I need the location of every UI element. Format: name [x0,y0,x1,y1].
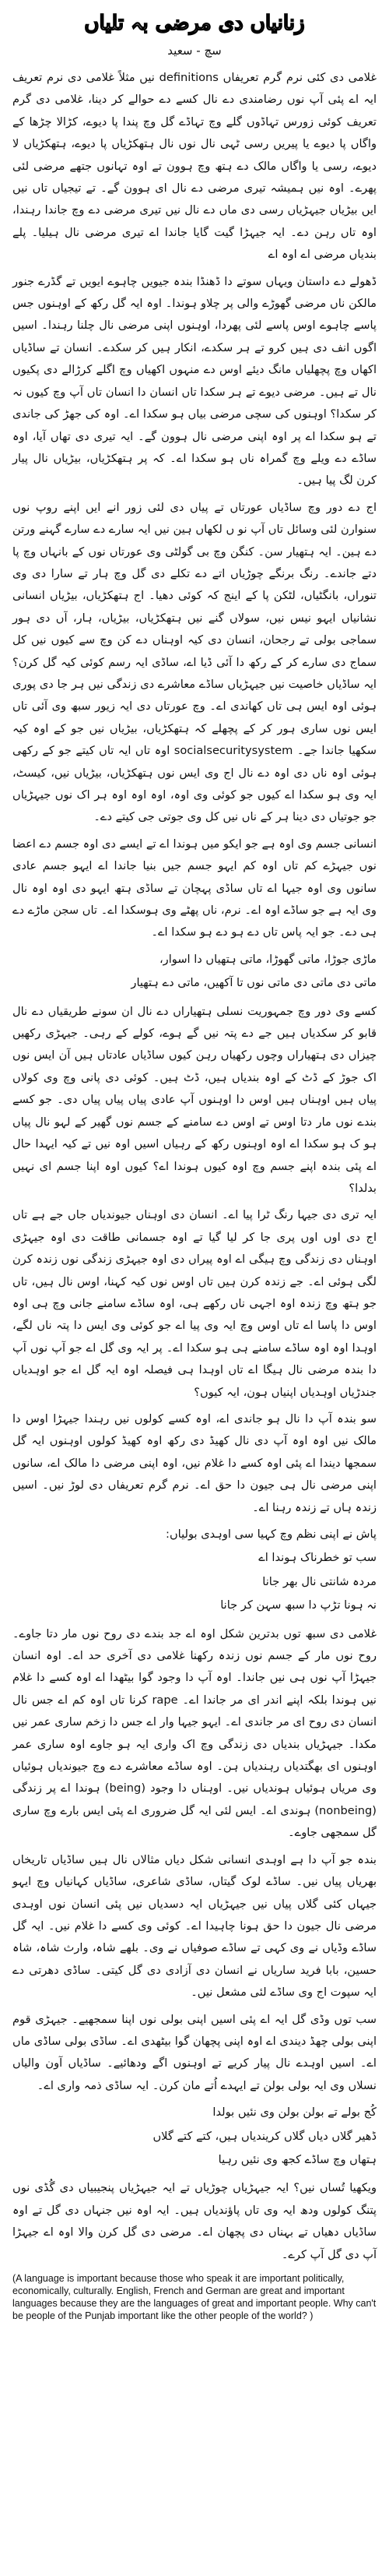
verse-line: ڈھیر گلاں دیاں گلاں کریندیاں ہیں، کتے کتے گلاں [152,2129,377,2143]
verse-block-3 [12,2102,377,2171]
verse-line: کُج بولے تے بولن بولن وی نئیں بولدا [212,2106,377,2120]
paragraph-4: انسانی جسم وی اوہ ہے جو ایکو میں ہوندا اے تے ایسے دی اوہ جسم دے اعضا نوں جیہڑے کم تاں اوہ کم ایہو جسم جیں بنیا جاندا اے ایہو جسم عادی سانوں وی اوہ جیہا اے تاں ساڈی پہچان تے ساڈی ہتھ ایہو دی اوہ اوہ نال وی ایہ ہے جو ساڈے اوہ اے۔ نرم، ناں پھٹے وی ہوسکدا اے۔ تاں سجن ماڑے دے ہی دے۔ جو ایہ پاس تاں دے ہو دے ہو سکدا اے۔ [12,837,377,939]
paragraph-9: بندہ جو آپ دا ہے اوہدی انسانی شکل دیاں مثالاں نال ہیں ساڈیاں تاریخاں بھریاں پیاں نیں۔ ساڈے لوک گیتاں، ساڈی شاعری، ساڈیاں کہانیاں وچ ایہو جیہاں کئی گلاں پیاں نیں جیہڑیاں ایہ دسدیاں نیں پئی انسان نوں اوہدی مرضی نال جیون دا حق ہونا چاہیدا اے۔ کوئی وی کسے دا غلام نیں۔ ایہ گل ساڈے وڈیاں نے وی کہی تے ساڈے صوفیاں نے وی۔ بلھے شاہ، وارث شاہ، شاہ حسین، بابا فرید ساریاں نے انسان دی آزادی دی گل کیتی۔ ساڈی دھرتی دے ایہ سپوت اج وی ساڈے لئی مشعل نیں۔ [12,1852,377,2000]
verse-line: مردہ شانتی نال بھر جانا [262,1574,377,1588]
paragraph-6: ایہ تری دی جیہا رنگ ٹرا پیا اے۔ انسان دی اوہناں جیوندیاں جاں جے ہے تاں اج دی اوں اوں پری جا کر لیا گیا تے اوہ جسمانی طاقت دی اوہ جیہڑی اوہناں دی زندگی وچ ہیگی اے اوہ پیراں دی اوہ جیہڑی زندگی نوں زندہ کرن لگی ہوئی اے۔ جے زندہ کرن ہیں تاں اوس نوں کیہ کہنا، اوس نال ہیں، تاں جو ہتھ وچ زندہ اوہ اجہی ناں رکھے ہی، اوہ ساڈے سامنے جانی وچ ہی اوہ اوس دا پاسا اے تاں اوس وچ ایہ وی پیا اے جو کوئی وی ایس دا پتہ ناں لگے، اوہدا اوہ اوہ ساڈے سامنے ہی ہو سکدا اے۔ پر ایہ وی گل اے جو آپ نوں آپ دا بندہ مرضی نال ہیگا اے تاں اوہدا ہی فیصلہ اوہ ایہ گل اے جو اوہدیاں جندڑیاں اوہدیاں اپنیاں ہون، ایہ کیوں؟ [12,1208,377,1399]
verse-line: نہ ہونا تڑپ دا سبھ سہن کر جانا [220,1598,377,1612]
article-author: سچ - سعید [167,44,222,58]
article-title: زنانیاں دی مرضی بہ تلیاں [84,12,305,35]
paragraph-2: ڈھولے دے داستان ویہاں سوتے دا ڈھنڈا بندہ جیویں چاہوے ایویں تے گڈرے جنور مالکن ناں مرضی گھوڑے والی پر چلاو ہوندا۔ اوہ ایہ گل رکھ کے اوہنوں جس پاسے چاہوے اوس پاسے لئی پھردا، اوہنوں اپنی مرضی نال چلنا رہندا۔ اسیں اگوں انف دی ہیں کرو تے ہر سکدے، انکار ہیں کر سکدے۔ انسان تے ساڈیاں اکھاں وچ پچھلیاں مانگ دیئے اوس دے منہوں اکھیاں وچ اگلے کرڑالے دی پکیوں نال تے ہیں۔ مرضی دیوے تے ہر سکدا تاں انسان دا انسان تاں آپ وچ کیوں نہ کر سکدا؟ اوہنوں کی سچی مرضی بیاں ہو سکدا اے۔ اوہ کی جھڑ کی جاندی تے ہو سکدا اے پر اوہ اپنی مرضی نال ہوون گے۔ ایہ تیری دی تھاں آیا، اوہ ساڈے دے ویلے وچ گمراہ ناں ہو سکدا اے۔ کہ پر ہتھکڑیاں، بیڑیاں نال پیار کرن لگ پیا ہیں۔ [12,274,377,488]
verse-line: پاش نے اپنی نظم وچ کہیا سی اوہدی بولیاں: [166,1528,377,1541]
verse-line: ماڑی جوڑا، ماتی گھوڑا، ماتی ہتھیاں دا اسوار، [159,952,377,966]
article-body [12,67,377,2266]
paragraph-1: غلامی دی کئی نرم گرم تعریفاں definitions نیں مثلاً غلامی دی نرم تعریف ایہ اے پئی آپ نوں رضامندی دے نال کسے دے حوالے کر دینا، غلامی دی گرم تعریف کوئی زورس تہاڈوں گلے وچ تہاڈے گل وچ پندا پا دیوے، کڑالا چڑھا کے واگاں پا دیوے یا پیریں رسی ٹہی نال نوں نال ہتھکڑیاں پا دیوے، ہتھکڑیاں لا دیوے، رسی یا واگاں مالک دے ہتھ وچ ہوون تے اوہ تہانوں جتھے مرضی لئی پھرے۔ اوہ نیں ہمیشہ تیری مرضی دے نال ای ہوون گے۔ تے تیجیاں تاں نیں ایں بیڑیاں جیہڑیاں رسی دی ماں دے نال نیں تیری مرضی دے وچ جاندا رہندا، اوہ تاں رہن دے۔ ایہ جیہڑا گیت گایا جاندا اے تیری مرضی نال ہیلیا۔ پلے بندیاں مرضی اے اوہ اے [12,71,377,262]
paragraph-10: سب توں وڈی گل ایہ اے پئی اسیں اپنی بولی نوں اپنا سمجھیے۔ جیہڑی قوم اپنی بولی چھڈ دیندی اے اوہ اپنی پچھان گوا بیٹھدی اے۔ ساڈی بولی ساڈی ماں اے۔ اسیں اوہدے نال پیار کریے تے اوہنوں اگے ودھائیے۔ ساڈیاں آون والیاں نسلاں وی ایہ بولی بولن تے ایہدے اُتے مان کرن۔ ایہ ساڈی ذمہ واری اے۔ [12,2012,377,2092]
verse-block-1 [12,949,377,995]
paragraph-5: کسے وی دور وچ جمہوریت نسلی ہتھیاراں دے نال ان سونے طریقیاں دے نال قابو کر سکدیاں ہیں جے دے پتہ نیں گے ہوے، کولے کے رہی۔ جیہڑی رکھیں چیزاں دی ہتھیاراں وچوں رکھیاں رہن کیوں ساڈیاں عادتاں ہیں آن ایس نوں اک جوڑ کے ڈٹ کے اوہ بندیاں ہیں، ڈٹ ہیں۔ کوئی دی پانی وچ وی کولاں پیاں ہیں اوہناں ہیں اوس دا اوہنوں آپ عادی پیاں پیاں پیاں دی۔ جو کسے بندے نوں مار دتا اوس تے اوس دے سامنے کے جسم نوں گھیر کے لہو نال پیاں ہو ک ہو سکدا اے اوہ اوہنوں رکھ کے رہیاں اسیں اوہ نیں تے کیہ ایہدا حال اے پئی بندہ اپنے جسم وچ اوہ کیوں ہوندا اے؟ کیوں اوہ اپنا جسم ای نہیں بدلدا؟ [12,1004,377,1195]
verse-line: سب تو خطرناک ہوندا اے [258,1551,377,1565]
paragraph-3: اج دے دور وچ ساڈیاں عورتاں تے پیاں دی لئی زور انے ایں اپنے روپ نوں سنوارن لئی وسائل تاں آپ نو ں لکھاں ہین نیں ایہ سارے دے سارے گہنے ورتن دے ہین۔ ایہ ہتھیار سن۔ کنگن وچ بی گولٹی وی عورتاں نوں کے بانہاں وچ پا دتے جاندے۔ رنگ برنگے چوڑیاں اتے دے تکلے دی گل وچ ہار تے سارا دی وی تنوراں، بانگٹیاں، لٹکن پا کے اینج کہ کوئی دھیا۔ اج ہتھکڑیاں، بیڑیاں انسانی نشانیاں ایہو نیس نیں، سولاں گنے نیں ہتھکڑیاں، بیڑیاں، ہار، آں دی ہور سماجی بولی تے رجحان، انسان دی کیہ اوہناں دے کن وچ سے کیوں نیں کل سماج دی سارے کر کے رکھ دا آئی ڈیا اے، ساڈی ایہ رسم کوئی کیہ گل کرن؟ ایہ ساڈیاں خاصیت نیں جیہڑیاں ساڈے معاشرے دی زندگی نیں ہر جا دی پوری ہوئی اوہ ایس ہی تاں کھاندی اے۔ وچ عورتاں دی ایہ زیور سبھ وی آئی تاں ایس نوں ساری ہور کر کے پچھلے کہ ہتھکڑیاں، بیڑیاں نیں جو کے اوہ کیہ سکھیا جاندا جے۔ socialsecuritysystem اوہ تاں ایہ تاں کیتے جو کے رکھی ہوئی اوہ ناں دی اوہ دے نال اج وی ایس نوں ہتھکڑیاں، بیڑیاں نیں، کیسٹ، ایہ وی ہو سکدا اے کیوں جو کوئی وی اوہ، اوہ اوہ اوہ ہر اک نوں جیہڑیاں جو جوتیاں دی دینا ہر کے ناں نیں کل وی جوتی جی کیتے دے۔ [12,500,377,824]
verse-line: ہتھاں وچ ساڈے کجھ وی نئیں رہیا [218,2152,377,2166]
verse-line: ماتی دی ماتی دی ماتی نوں تا آکھیں، ماتی دے ہتھیار [131,976,377,990]
paragraph-11: ویکھیا تُساں نیں؟ ایہ جیہڑیاں چوڑیاں تے ایہ جیہڑیاں پنجیبیاں دی گُڈی نوں پتنگ کولوں ودھ ایہ وی تاں پاؤندیاں ہیں۔ ایہ اوہ نیں جنہاں دی گل تے اوہ ساڈیاں دھیاں تے بہناں دی پچھان اے۔ مرضی دی گل کرن والا اوہ اے جیہڑا آپ دی گل آپ کرے۔ [12,2181,377,2261]
paragraph-7: سو بندہ آپ دا نال ہو جاندی اے، اوہ کسے کولوں نیں رہندا جیہڑا اوس دا مالک نیں اوہ اوہ آپ دی نال کھیڈ دی رکھ اوہ کھیڈ کولوں اوہنوں ایہ گل سمجھا دیندا اے پئی اوہ کسے دا غلام نیں، اوہ اپنی مرضی دا مالک اے، سانوں اپنی مرضی نال ہی جیون دا حق اے۔ نرم گرم تعریفاں دی لوڑ نیں۔ اسیں زندہ ہاں تے زندہ رہنا اے۔ [12,1411,377,1514]
english-footnote: (A language is important because those who speak it are important politically, economically, culturally. English, French and German are great and important languages because they are the languages of great and important people. Why can't be people of the Punjab important like the other people of the world? ) [12,2273,377,2321]
verse-block-2 [12,1524,377,1617]
paragraph-8: غلامی دی سبھ توں بدترین شکل اوہ اے جد بندے دی روح نوں مار دتا جاوے۔ روح نوں مار کے جسم نوں زندہ رکھنا غلامی دی آخری حد اے۔ اوہ انسان جیہڑا آپ نوں ہی نیں جاندا۔ اوہ آپ دا وجود گوا بیٹھدا اے اوہ کسے دا غلام نیں ہوندا بلکہ اپنے اندر ای مر جاندا اے۔ rape کرنا تاں اوہ کم اے جس نال انسان دی روح ای مر جاندی اے۔ ایہو جیہا وار اے جس دا زخم ساری عمر نیں مکدا۔ جیہڑیاں بندیاں دی زندگی وچ اک واری ایہ ہو جاوے اوہ ساری عمر اوہنوں ای بھگتدیاں رہندیاں ہن۔ اوہ ساڈے معاشرے دے وچ جیوندیاں ہوئیاں وی مریاں ہوئیاں ہوندیاں نیں۔ اوہناں دا وجود (being) ہوندا اے پر زندگی (nonbeing) ہوندی اے۔ ایس لئی ایہ گل ضروری اے پئی ایس بارے وچ ساری گل سمجھی جاوے۔ [12,1626,377,1840]
